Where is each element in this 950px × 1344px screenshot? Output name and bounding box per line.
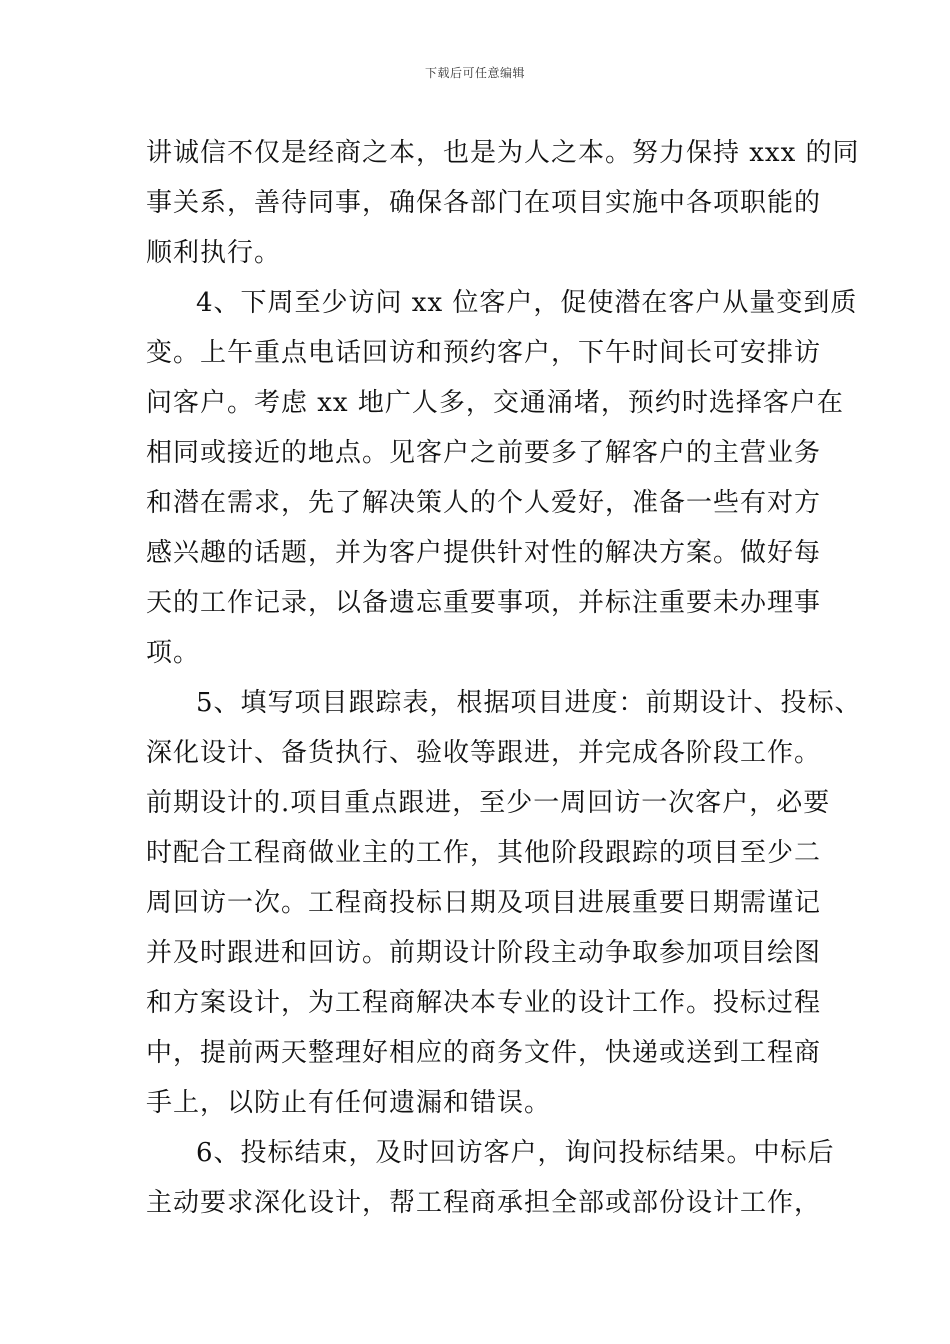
text-line: 手上，以防止有任何遗漏和错误。 [146,1088,552,1118]
text-line: 问客户。考虑 xx 地广人多，交通涌堵，预约时选择客户在 [146,388,844,418]
paragraph-5-start: 5、填写项目跟踪表，根据项目进度：前期设计、投标、 [196,688,862,718]
text-line: 顺利执行。 [146,238,282,268]
text-line: 主动要求深化设计，帮工程商承担全部或部份设计工作， [146,1188,822,1218]
document-body [146,128,862,1228]
text-line: 感兴趣的话题，并为客户提供针对性的解决方案。做好每 [146,538,822,568]
text-line: 前期设计的.项目重点跟进，至少一周回访一次客户，必要 [146,788,831,818]
text-line: 和方案设计，为工程商解决本专业的设计工作。投标过程 [146,988,822,1018]
text-line: 周回访一次。工程商投标日期及项目进展重要日期需谨记 [146,888,822,918]
text-line: 和潜在需求，先了解决策人的个人爱好，准备一些有对方 [146,488,822,518]
paragraph-4-start: 4、下周至少访问 xx 位客户，促使潜在客户从量变到质 [196,288,858,318]
text-line: 讲诚信不仅是经商之本，也是为人之本。努力保持 xxx 的同 [146,138,860,168]
page-header: 下载后可任意编辑 [424,66,525,80]
text-line: 天的工作记录，以备遗忘重要事项，并标注重要未办理事 [146,588,822,618]
text-line: 项。 [146,638,201,668]
text-line: 事关系，善待同事，确保各部门在项目实施中各项职能的 [146,188,822,218]
text-line: 并及时跟进和回访。前期设计阶段主动争取参加项目绘图 [146,938,822,968]
text-line: 中，提前两天整理好相应的商务文件，快递或送到工程商 [146,1038,822,1068]
text-line: 深化设计、备货执行、验收等跟进，并完成各阶段工作。 [146,738,822,768]
text-line: 变。上午重点电话回访和预约客户，下午时间长可安排访 [146,338,822,368]
text-line: 时配合工程商做业主的工作，其他阶段跟踪的项目至少二 [146,838,822,868]
text-line: 相同或接近的地点。见客户之前要多了解客户的主营业务 [146,438,822,468]
paragraph-6-start: 6、投标结束，及时回访客户，询问投标结果。中标后 [196,1138,835,1168]
